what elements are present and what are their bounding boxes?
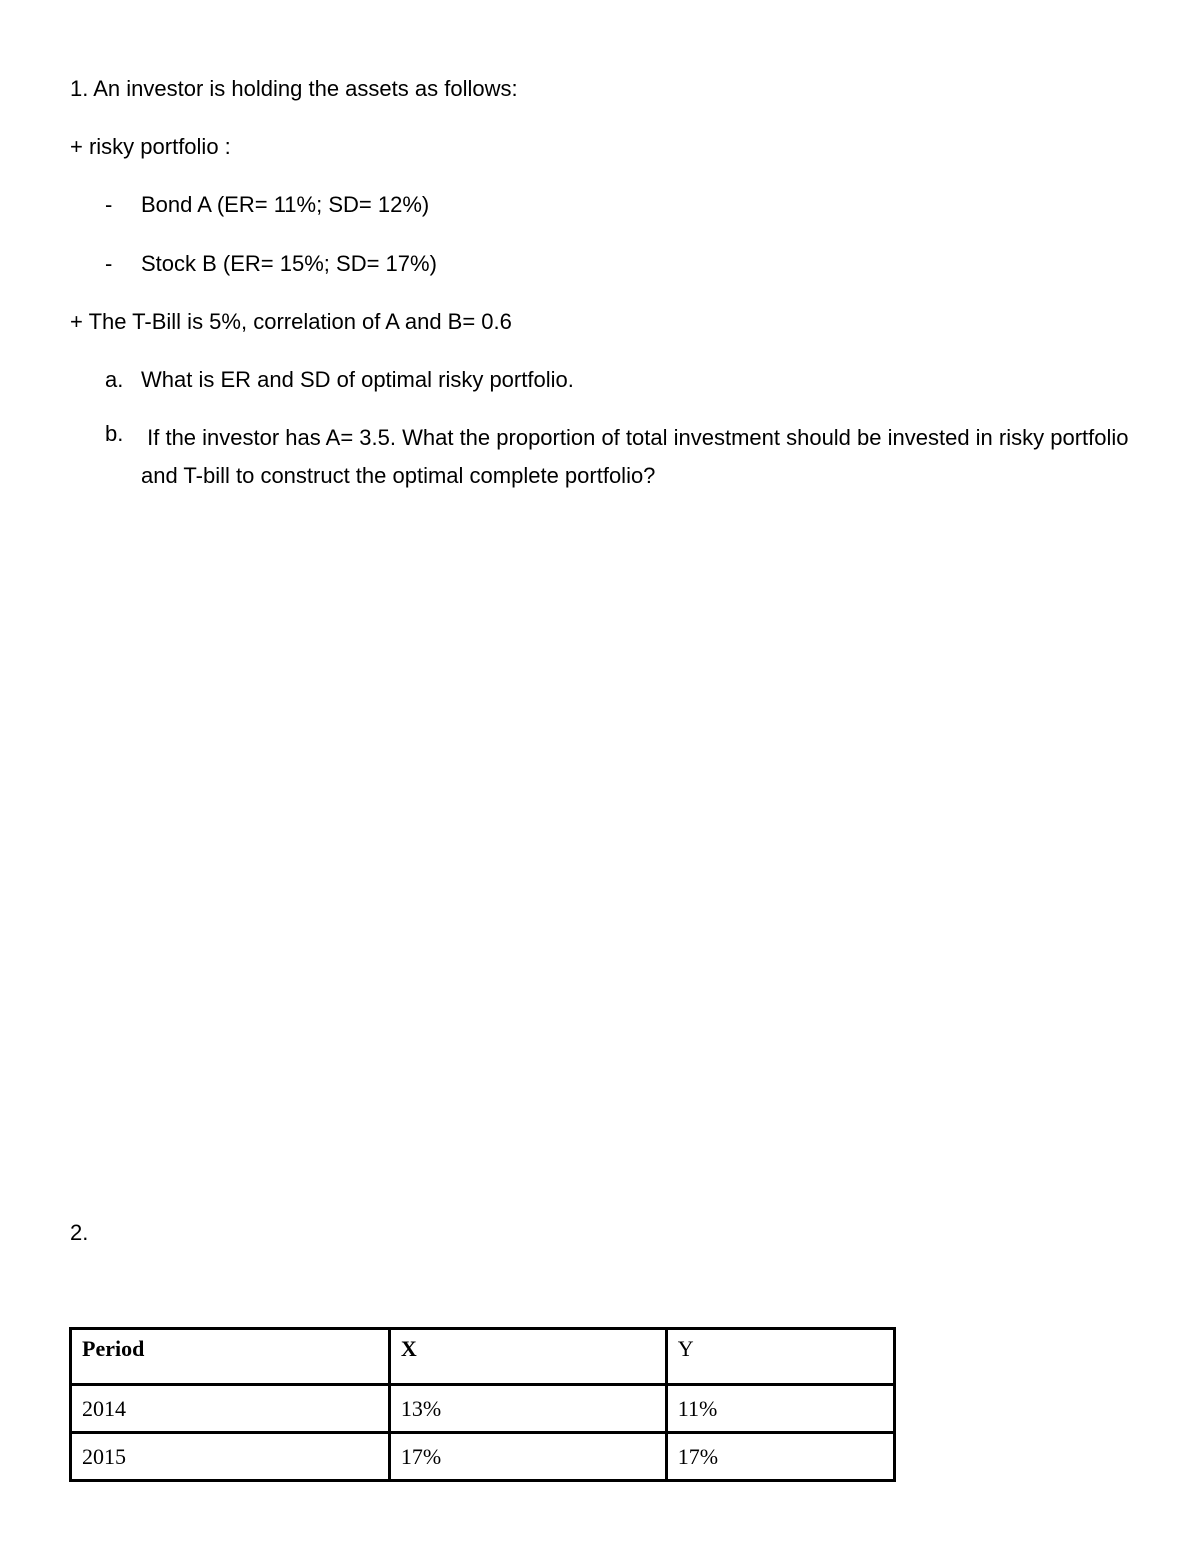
tbill-correlation-line: + The T-Bill is 5%, correlation of A and B= 0.6: [70, 309, 512, 334]
table-header-row: [71, 1329, 895, 1385]
table-cell: 17%: [666, 1433, 894, 1481]
part-b-text: If the investor has A= 3.5. What the proportion of total investment should be invested in risky portfolio and T-bill to construct the optimal complete portfolio?: [141, 425, 1135, 488]
table-cell: 13%: [389, 1385, 666, 1433]
table-row: [71, 1385, 895, 1433]
part-a-text: What is ER and SD of optimal risky portfolio.: [141, 367, 574, 392]
asset-bond-a: Bond A (ER= 11%; SD= 12%): [141, 192, 430, 217]
table-row: [71, 1433, 895, 1481]
part-b-marker: b.: [105, 421, 124, 446]
returns-table: [69, 1327, 896, 1482]
list-bullet: -: [105, 192, 113, 217]
header-cell-y: Y: [666, 1329, 894, 1385]
list-bullet: -: [105, 251, 113, 276]
risky-portfolio-heading: + risky portfolio :: [70, 134, 231, 159]
table-cell: 2014: [71, 1385, 390, 1433]
part-a-marker: a.: [105, 367, 124, 392]
header-cell-period: Period: [71, 1329, 390, 1385]
question-2-title: 2.: [70, 1220, 89, 1245]
table-cell: 2015: [71, 1433, 390, 1481]
asset-stock-b: Stock B (ER= 15%; SD= 17%): [141, 251, 437, 276]
header-cell-x: X: [389, 1329, 666, 1385]
table-cell: 11%: [666, 1385, 894, 1433]
table-cell: 17%: [389, 1433, 666, 1481]
question-1-title: 1. An investor is holding the assets as follows:: [70, 76, 518, 101]
